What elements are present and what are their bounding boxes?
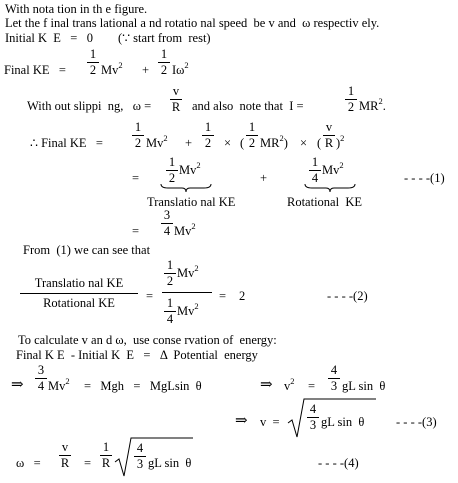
frac-num: 4 [136, 441, 144, 455]
equals-sign: = [308, 379, 316, 393]
potential-energy-terms: = Mgh = MgLsin θ [84, 379, 202, 393]
frac-den: 2 [204, 135, 212, 150]
frac-den: 2 [166, 273, 174, 288]
fraction-quarter [164, 297, 176, 325]
frac-den: 4 [166, 311, 174, 326]
frac-num: 4 [309, 402, 317, 416]
frac-num: 1 [168, 155, 176, 169]
gl-sin-theta: gL sin θ [342, 379, 386, 393]
equation-tag-3: - - - -(3) [396, 415, 437, 429]
term-mv: Mv$^2$ [174, 221, 196, 238]
fraction-one-over-r [100, 441, 112, 469]
equation-tag-1: - - - -(1) [404, 171, 445, 185]
equals-sign: = [146, 289, 154, 303]
frac-den: Rotational KE [43, 295, 115, 310]
frac-den: R [60, 455, 70, 470]
frac-num: 1 [134, 120, 142, 134]
final-ke-lhs: Final KE = [4, 63, 66, 77]
frac-den: 2 [160, 62, 168, 77]
fraction-ke-ratio [20, 277, 138, 309]
term-mv: Mv$^2$ [146, 133, 168, 150]
frac-num: 3 [163, 208, 171, 222]
fraction-v-over-r [59, 441, 71, 469]
term-mr-squared: $MR^2$) [260, 133, 288, 150]
energy-line-2: Final K E - Initial K E = Δ Potential energy [16, 348, 258, 362]
fraction-half [132, 121, 144, 149]
equals-sign: = [132, 171, 140, 185]
frac-den: R [101, 455, 111, 470]
frac-num: 1 [248, 120, 256, 134]
fraction-half [158, 48, 170, 76]
fraction-half [246, 121, 258, 149]
frac-num: v [172, 84, 180, 98]
equals-sign: = [219, 289, 227, 303]
intro-line-3: Initial K E = 0 (∵ start from rest) [5, 31, 211, 45]
frac-num: 4 [330, 363, 338, 377]
plus-sign: + [142, 63, 150, 77]
frac-num: 1 [204, 120, 212, 134]
label-translational-ke: Translatio nal KE [147, 195, 236, 209]
term-mv: Mv$^2$ [177, 301, 199, 318]
frac-den: 2 [248, 135, 256, 150]
frac-den: 2 [168, 170, 176, 185]
frac-den: 3 [309, 417, 317, 432]
term-mv: Mv$^2$ [101, 60, 123, 77]
intro-line-2: Let the f inal trans lational a nd rotatio nal speed be v and ω respectiv ely. [5, 16, 380, 30]
frac-num: 3 [37, 363, 45, 377]
omega-lhs: ω = [16, 456, 41, 470]
term-mv: Mv$^2$ [179, 160, 201, 177]
frac-den: 3 [330, 378, 338, 393]
intro-line-1: With nota tion in th e figure. [5, 2, 148, 16]
fraction-half [202, 121, 214, 149]
fraction-half [166, 156, 178, 184]
frac-den: 4 [311, 170, 319, 185]
fraction-v-over-r [323, 121, 335, 149]
equation-tag-4: - - - -(4) [318, 456, 359, 470]
frac-num: 1 [347, 84, 355, 98]
moment-of-inertia-text: and also note that I = [192, 99, 304, 113]
underbrace-translational [160, 183, 212, 193]
energy-line-1: To calculate v an d ω, use conse rvation of energy: [18, 333, 277, 347]
frac-bar [20, 293, 138, 294]
fraction-four-thirds [134, 442, 146, 470]
plus-sign: + [260, 171, 268, 185]
frac-den: R [324, 135, 334, 150]
equation-tag-2: - - - -(2) [327, 289, 368, 303]
ratio-result: 2 [239, 289, 246, 303]
compound-bar [162, 292, 212, 293]
frac-num: v [61, 440, 69, 454]
frac-den: 2 [347, 99, 355, 114]
frac-num: 1 [89, 47, 97, 61]
frac-num: 1 [166, 258, 174, 272]
frac-den: 2 [134, 135, 142, 150]
frac-den: 4 [37, 378, 45, 393]
frac-num: 1 [166, 296, 174, 310]
term-mv: Mv$^2$ [322, 160, 344, 177]
open-paren: ( [317, 136, 322, 150]
fraction-three-quarters [35, 364, 47, 392]
fraction-four-thirds [307, 403, 319, 431]
equals-sign: = [84, 456, 92, 470]
from-1-text: From (1) we can see that [23, 243, 151, 257]
fraction-v-over-r [170, 85, 182, 113]
v-lhs: v = [260, 415, 280, 429]
term-v-squared: $v^2$ [284, 376, 295, 393]
fraction-half [164, 259, 176, 287]
times-sign: × [300, 136, 308, 150]
fraction-quarter [309, 156, 321, 184]
term-mr-squared: $MR^2$. [359, 96, 386, 113]
frac-num: 1 [160, 47, 168, 61]
frac-den: 4 [163, 223, 171, 238]
label-rotational-ke: Rotational KE [287, 195, 362, 209]
equals-sign: = [132, 224, 140, 238]
frac-num: Translatio nal KE [34, 276, 124, 290]
sub-lhs: ∴ Final KE = [30, 136, 103, 150]
frac-num: 1 [102, 440, 110, 454]
fraction-four-thirds [328, 364, 340, 392]
close-paren-squared: )$^2$ [336, 133, 345, 150]
no-slip-text: With out slippi ng, ω = [27, 99, 152, 113]
frac-num: v [325, 120, 333, 134]
term-i-omega: $I\omega^2$ [172, 60, 189, 77]
implies-arrow: ⇒ [235, 413, 248, 429]
open-paren: ( [240, 136, 245, 150]
frac-den: R [171, 99, 181, 114]
term-mv: Mv$^2$ [48, 376, 70, 393]
fraction-half [87, 48, 99, 76]
implies-arrow: ⇒ [11, 377, 24, 393]
plus-sign: + [185, 136, 193, 150]
gl-sin-theta: gL sin θ [321, 415, 365, 429]
frac-den: 2 [89, 62, 97, 77]
fraction-half [345, 85, 357, 113]
underbrace-rotational [304, 183, 356, 193]
term-mv: Mv$^2$ [177, 263, 199, 280]
gl-sin-theta: gL sin θ [148, 456, 192, 470]
frac-den: 3 [136, 456, 144, 471]
times-sign: × [224, 136, 232, 150]
frac-num: 1 [311, 155, 319, 169]
fraction-three-quarters [161, 209, 173, 237]
implies-arrow: ⇒ [260, 377, 273, 393]
